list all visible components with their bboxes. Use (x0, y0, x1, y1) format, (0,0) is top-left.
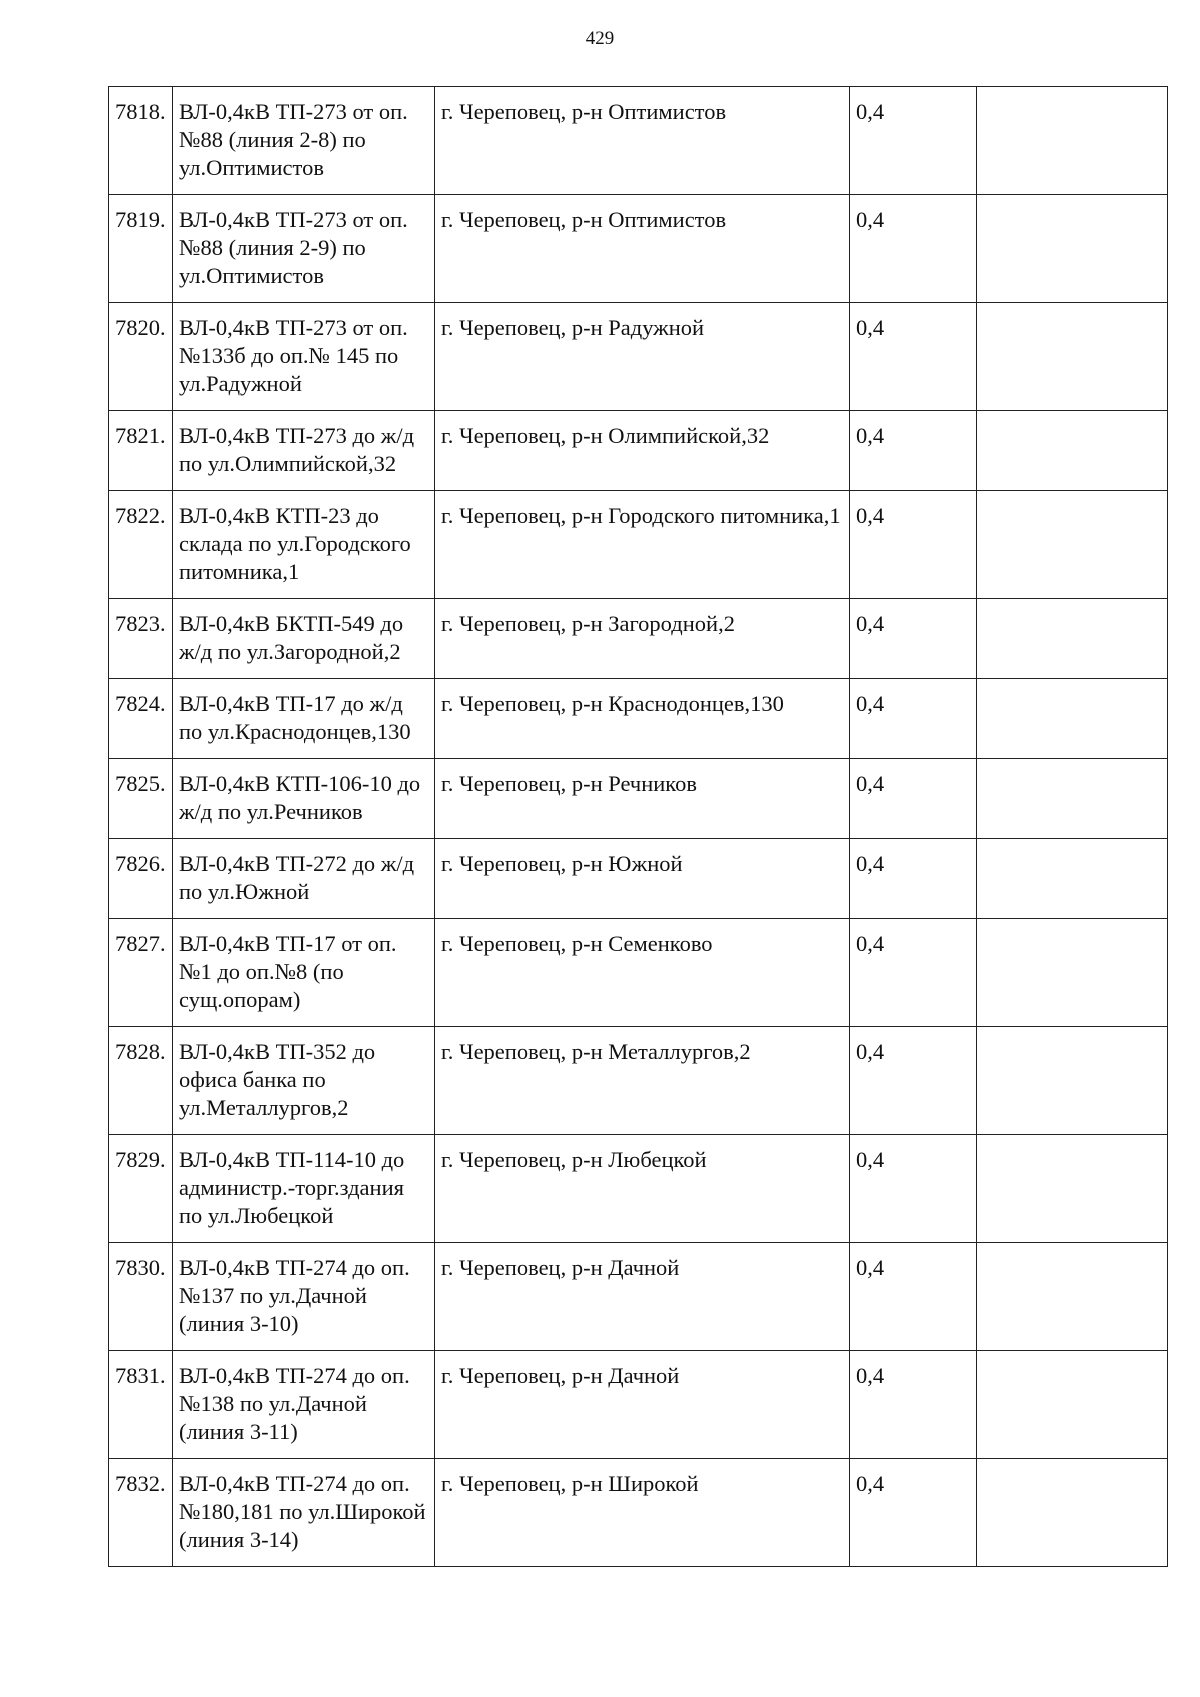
object-location: г. Череповец, р-н Городского питомника,1 (435, 491, 850, 599)
voltage-value: 0,4 (850, 491, 977, 599)
object-name: ВЛ-0,4кВ ТП-273 до ж/д по ул.Олимпийской,32 (173, 411, 435, 491)
object-name: ВЛ-0,4кВ ТП-272 до ж/д по ул.Южной (173, 839, 435, 919)
object-name: ВЛ-0,4кВ КТП-23 до склада по ул.Городского питомника,1 (173, 491, 435, 599)
voltage-value: 0,4 (850, 303, 977, 411)
object-location: г. Череповец, р-н Металлургов,2 (435, 1027, 850, 1135)
object-name: ВЛ-0,4кВ ТП-274 до оп. №138 по ул.Дачной (линия 3-11) (173, 1351, 435, 1459)
table-row (109, 303, 1168, 411)
table-row (109, 1459, 1168, 1567)
row-number: 7828. (109, 1027, 173, 1135)
row-number: 7827. (109, 919, 173, 1027)
object-location: г. Череповец, р-н Загородной,2 (435, 599, 850, 679)
extra-cell (977, 839, 1168, 919)
voltage-value: 0,4 (850, 87, 977, 195)
object-name: ВЛ-0,4кВ ТП-273 от оп.№133б до оп.№ 145 по ул.Радужной (173, 303, 435, 411)
extra-cell (977, 491, 1168, 599)
table-row (109, 1243, 1168, 1351)
object-name: ВЛ-0,4кВ ТП-273 от оп.№88 (линия 2-8) по ул.Оптимистов (173, 87, 435, 195)
extra-cell (977, 411, 1168, 491)
object-location: г. Череповец, р-н Оптимистов (435, 87, 850, 195)
row-number: 7820. (109, 303, 173, 411)
row-number: 7825. (109, 759, 173, 839)
object-location: г. Череповец, р-н Любецкой (435, 1135, 850, 1243)
object-location: г. Череповец, р-н Краснодонцев,130 (435, 679, 850, 759)
extra-cell (977, 1243, 1168, 1351)
row-number: 7818. (109, 87, 173, 195)
row-number: 7830. (109, 1243, 173, 1351)
extra-cell (977, 1459, 1168, 1567)
row-number: 7824. (109, 679, 173, 759)
voltage-value: 0,4 (850, 1135, 977, 1243)
voltage-value: 0,4 (850, 839, 977, 919)
voltage-value: 0,4 (850, 599, 977, 679)
table-row (109, 1135, 1168, 1243)
table-row (109, 1351, 1168, 1459)
object-location: г. Череповец, р-н Дачной (435, 1243, 850, 1351)
table-row (109, 679, 1168, 759)
table-row (109, 759, 1168, 839)
object-name: ВЛ-0,4кВ БКТП-549 до ж/д по ул.Загородной,2 (173, 599, 435, 679)
voltage-value: 0,4 (850, 759, 977, 839)
voltage-value: 0,4 (850, 679, 977, 759)
object-name: ВЛ-0,4кВ ТП-17 до ж/д по ул.Краснодонцев,130 (173, 679, 435, 759)
voltage-value: 0,4 (850, 411, 977, 491)
page-number: 429 (585, 28, 615, 49)
extra-cell (977, 87, 1168, 195)
row-number: 7829. (109, 1135, 173, 1243)
row-number: 7821. (109, 411, 173, 491)
voltage-value: 0,4 (850, 1351, 977, 1459)
table-row (109, 87, 1168, 195)
table-row (109, 195, 1168, 303)
object-name: ВЛ-0,4кВ ТП-114-10 до администр.-торг.здания по ул.Любецкой (173, 1135, 435, 1243)
extra-cell (977, 195, 1168, 303)
extra-cell (977, 919, 1168, 1027)
row-number: 7823. (109, 599, 173, 679)
object-name: ВЛ-0,4кВ ТП-273 от оп.№88 (линия 2-9) по ул.Оптимистов (173, 195, 435, 303)
extra-cell (977, 303, 1168, 411)
object-location: г. Череповец, р-н Олимпийской,32 (435, 411, 850, 491)
row-number: 7826. (109, 839, 173, 919)
voltage-value: 0,4 (850, 195, 977, 303)
extra-cell (977, 599, 1168, 679)
row-number: 7832. (109, 1459, 173, 1567)
object-name: ВЛ-0,4кВ ТП-17 от оп.№1 до оп.№8 (по сущ.опорам) (173, 919, 435, 1027)
table-row (109, 599, 1168, 679)
voltage-value: 0,4 (850, 1027, 977, 1135)
voltage-value: 0,4 (850, 1459, 977, 1567)
object-location: г. Череповец, р-н Радужной (435, 303, 850, 411)
registry-table (108, 86, 1168, 1567)
table-row (109, 411, 1168, 491)
object-name: ВЛ-0,4кВ КТП-106-10 до ж/д по ул.Речников (173, 759, 435, 839)
object-name: ВЛ-0,4кВ ТП-274 до оп. №180,181 по ул.Широкой (линия 3-14) (173, 1459, 435, 1567)
row-number: 7831. (109, 1351, 173, 1459)
object-name: ВЛ-0,4кВ ТП-352 до офиса банка по ул.Металлургов,2 (173, 1027, 435, 1135)
table-row (109, 919, 1168, 1027)
object-location: г. Череповец, р-н Южной (435, 839, 850, 919)
table-row (109, 839, 1168, 919)
extra-cell (977, 1351, 1168, 1459)
row-number: 7822. (109, 491, 173, 599)
voltage-value: 0,4 (850, 1243, 977, 1351)
extra-cell (977, 679, 1168, 759)
extra-cell (977, 759, 1168, 839)
extra-cell (977, 1027, 1168, 1135)
extra-cell (977, 1135, 1168, 1243)
table-row (109, 491, 1168, 599)
voltage-value: 0,4 (850, 919, 977, 1027)
object-location: г. Череповец, р-н Семенково (435, 919, 850, 1027)
object-location: г. Череповец, р-н Широкой (435, 1459, 850, 1567)
registry-table-body (109, 87, 1168, 1567)
object-location: г. Череповец, р-н Оптимистов (435, 195, 850, 303)
object-location: г. Череповец, р-н Дачной (435, 1351, 850, 1459)
table-row (109, 1027, 1168, 1135)
row-number: 7819. (109, 195, 173, 303)
object-location: г. Череповец, р-н Речников (435, 759, 850, 839)
object-name: ВЛ-0,4кВ ТП-274 до оп. №137 по ул.Дачной (линия 3-10) (173, 1243, 435, 1351)
